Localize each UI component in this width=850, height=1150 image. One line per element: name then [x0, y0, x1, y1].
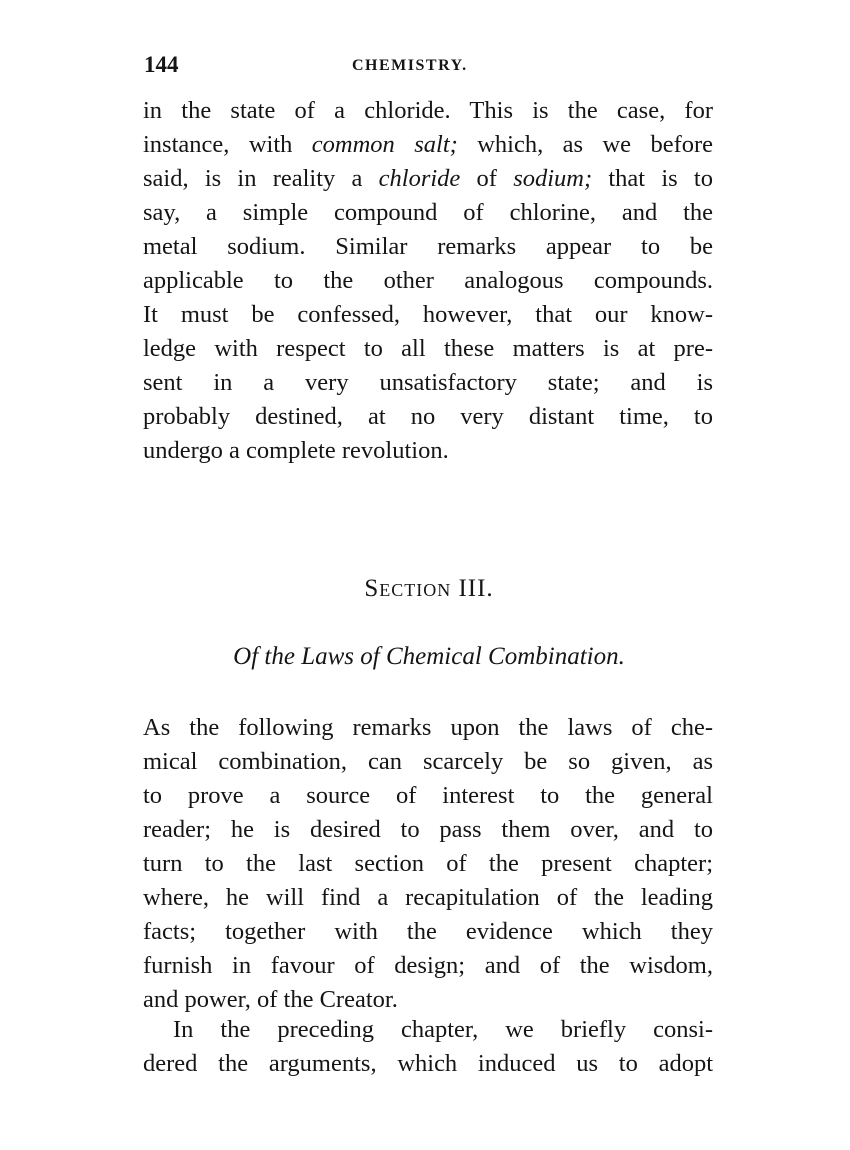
text-line	[143, 711, 713, 745]
text-line	[143, 332, 713, 366]
text-segment: where, he will find a recapitulation of the leading	[143, 884, 713, 911]
section-heading: Section III.	[364, 575, 494, 602]
text-line	[143, 881, 713, 915]
paragraph-chloride-remarks	[143, 94, 713, 468]
text-segment: and power, of the Creator.	[143, 986, 398, 1013]
text-line	[143, 949, 713, 983]
text-line	[143, 847, 713, 881]
text-segment: to prove a source of interest to the general	[143, 782, 713, 809]
text-segment: sent in a very unsatisfactory state; and is	[143, 369, 713, 396]
text-segment: that is to	[592, 165, 713, 192]
text-line	[143, 264, 713, 298]
text-line	[143, 196, 713, 230]
text-line	[143, 1047, 713, 1081]
text-segment: facts; together with the evidence which they	[143, 918, 713, 945]
text-segment: of	[460, 165, 514, 192]
italic-text: sodium;	[513, 165, 593, 192]
text-segment: say, a simple compound of chlorine, and the	[143, 199, 713, 226]
section-subtitle: Of the Laws of Chemical Combination.	[233, 643, 625, 670]
text-segment: furnish in favour of design; and of the wisdom,	[143, 952, 713, 979]
text-line	[143, 745, 713, 779]
text-line	[143, 915, 713, 949]
text-segment: applicable to the other analogous compounds.	[143, 267, 713, 294]
text-segment: probably destined, at no very distant time, to	[143, 403, 713, 430]
text-line	[143, 230, 713, 264]
text-line	[143, 162, 713, 196]
text-line	[143, 400, 713, 434]
text-segment: It must be confessed, however, that our know-	[143, 301, 713, 328]
text-line	[143, 813, 713, 847]
text-segment: In the preceding chapter, we briefly consi-	[173, 1016, 713, 1043]
text-segment: As the following remarks upon the laws of che-	[143, 714, 713, 741]
text-line	[143, 94, 713, 128]
italic-text: common salt;	[311, 131, 458, 158]
text-line	[143, 298, 713, 332]
text-line	[143, 779, 713, 813]
text-segment: instance, with	[143, 131, 312, 158]
text-line	[143, 434, 713, 468]
page-number: 144	[144, 52, 179, 77]
text-segment: which, as we before	[457, 131, 714, 158]
text-segment: ledge with respect to all these matters is at pre-	[143, 335, 713, 362]
text-line	[143, 128, 713, 162]
text-segment: turn to the last section of the present chapter;	[143, 850, 713, 877]
italic-text: chloride	[378, 165, 461, 192]
text-line	[143, 983, 713, 1017]
text-line	[143, 366, 713, 400]
text-line	[143, 1013, 713, 1047]
text-segment: reader; he is desired to pass them over, and to	[143, 816, 713, 843]
text-segment: dered the arguments, which induced us to adopt	[143, 1050, 713, 1077]
text-segment: in the state of a chloride. This is the case, for	[143, 97, 713, 124]
text-segment: mical combination, can scarcely be so given, as	[143, 748, 713, 775]
text-segment: metal sodium. Similar remarks appear to be	[143, 233, 713, 260]
text-segment: undergo a complete revolution.	[143, 437, 449, 464]
paragraph-preceding-chapter	[143, 1013, 713, 1081]
paragraph-laws-intro	[143, 711, 713, 1017]
running-head	[144, 52, 714, 84]
text-segment: said, is in reality a	[143, 165, 379, 192]
running-title: CHEMISTRY.	[352, 57, 468, 74]
